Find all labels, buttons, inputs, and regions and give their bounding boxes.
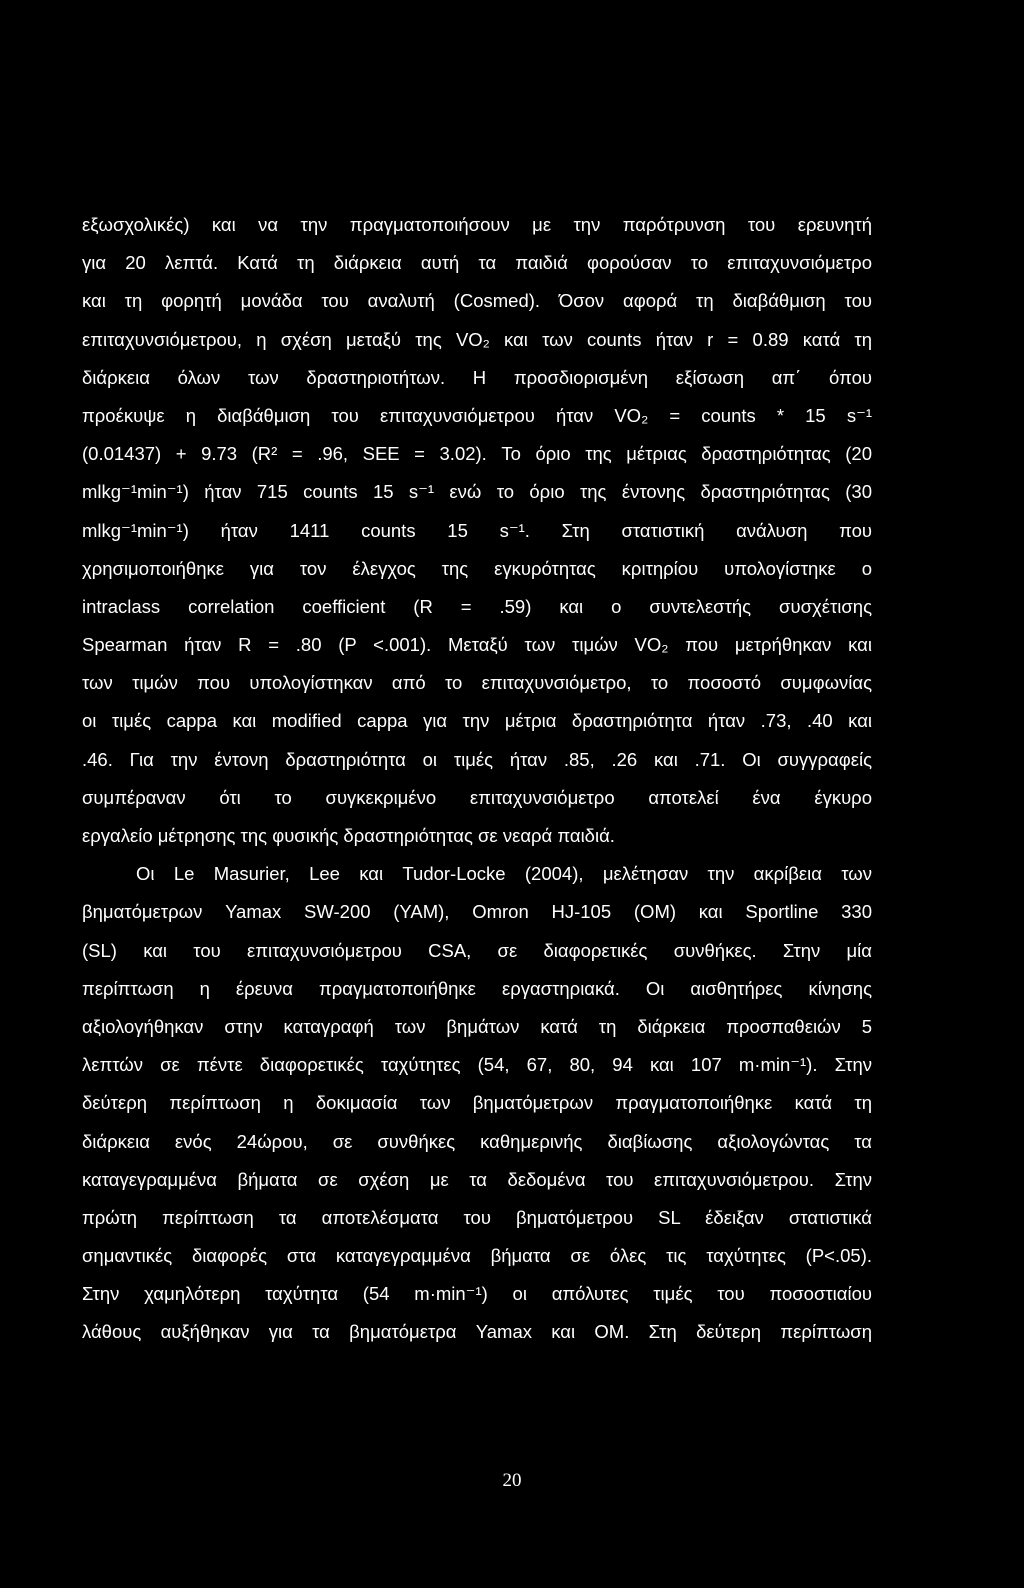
text-line: σημαντικές διαφορές στα καταγεγραμμένα βήματα σε όλες τις ταχύτητες (P<.05). [82,1245,872,1267]
text-line: και τη φορητή μονάδα του αναλυτή (Cosmed). Όσον αφορά τη διαβάθμιση του [82,290,872,312]
text-line: διάρκεια ενός 24ώρου, σε συνθήκες καθημερινής διαβίωσης αξιολογώντας τα [82,1130,872,1152]
text-line: δεύτερη περίπτωση η δοκιμασία των βηματόμετρων πραγματοποιήθηκε κατά τη [82,1092,872,1114]
text-line: περίπτωση η έρευνα πραγματοποιήθηκε εργαστηριακά. Οι αισθητήρες κίνησης [82,977,872,999]
text-line: πρώτη περίπτωση τα αποτελέσματα του βηματόμετρου SL έδειξαν στατιστικά [82,1206,872,1228]
text-line: Στην χαμηλότερη ταχύτητα (54 m·min⁻¹) οι απόλυτες τιμές του ποσοστιαίου [82,1283,872,1305]
text-line: για 20 λεπτά. Κατά τη διάρκεια αυτή τα παιδιά φορούσαν το επιταχυνσιόμετρο [82,252,872,274]
text-line: καταγεγραμμένα βήματα σε σχέση με τα δεδομένα του επιταχυνσιόμετρου. Στην [82,1168,872,1190]
text-line: συμπέραναν ότι το συγκεκριμένο επιταχυνσιόμετρο αποτελεί ένα έγκυρο [82,786,872,808]
text-line: των τιμών που υπολογίστηκαν από το επιταχυνσιόμετρο, το ποσοστό συμφωνίας [82,672,872,694]
text-line: intraclass correlation coefficient (R = .59) και ο συντελεστής συσχέτισης [82,595,872,617]
text-line: mlkg⁻¹min⁻¹) ήταν 715 counts 15 s⁻¹ ενώ το όριο της έντονης δραστηριότητας (30 [82,481,872,503]
text-line: Spearman ήταν R = .80 (P <.001). Μεταξύ των τιμών VO₂ που μετρήθηκαν και [82,634,872,656]
text-line: εργαλείο μέτρησης της φυσικής δραστηριότητας σε νεαρά παιδιά. [82,825,615,846]
text-line: προέκυψε η διαβάθμιση του επιταχυνσιόμετρου ήταν VO₂ = counts * 15 s⁻¹ [82,404,872,426]
paragraph-first-line: Οι Le Masurier, Lee και Tudor-Locke (2004), μελέτησαν την ακρίβεια των [136,863,872,885]
text-line: οι τιμές cappa και modified cappa για την μέτρια δραστηριότητα ήταν .73, .40 και [82,710,872,732]
text-line: mlkg⁻¹min⁻¹) ήταν 1411 counts 15 s⁻¹. Στη στατιστική ανάλυση που [82,519,872,541]
text-line: επιταχυνσιόμετρου, η σχέση μεταξύ της VO₂ και των counts ήταν r = 0.89 κατά τη [82,328,872,350]
text-line: εξωσχολικές) και να την πραγματοποιήσουν με την παρότρυνση του ερευνητή [82,214,872,235]
text-line: λεπτών σε πέντε διαφορετικές ταχύτητες (54, 67, 80, 94 και 107 m·min⁻¹). Στην [82,1054,872,1076]
text-line: λάθους αυξήθηκαν για τα βηματόμετρα Yamax και OM. Στη δεύτερη περίπτωση [82,1321,872,1343]
text-line: αξιολογήθηκαν στην καταγραφή των βημάτων κατά τη διάρκεια προσπαθειών 5 [82,1015,872,1037]
page-number: 20 [502,1470,522,1491]
text-line: χρησιμοποιήθηκε για τον έλεγχος της εγκυρότητας κριτηρίου υπολογίστηκε ο [82,557,872,579]
text-line: (SL) και του επιταχυνσιόμετρου CSA, σε διαφορετικές συνθήκες. Στην μία [82,939,872,961]
text-line: διάρκεια όλων των δραστηριοτήτων. Η προσδιορισμένη εξίσωση απ΄ όπου [82,366,872,388]
text-line: βηματόμετρων Yamax SW-200 (YAM), Omron HJ-105 (OM) και Sportline 330 [82,901,872,923]
text-line: (0.01437) + 9.73 (R² = .96, SEE = 3.02). Το όριο της μέτριας δραστηριότητας (20 [82,443,872,465]
body-text [82,206,872,1352]
text-line: .46. Για την έντονη δραστηριότητα οι τιμές ήταν .85, .26 και .71. Οι συγγραφείς [82,748,872,770]
